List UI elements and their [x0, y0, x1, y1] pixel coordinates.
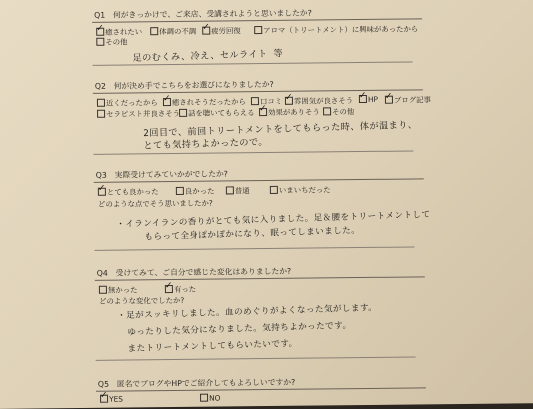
- q5-option-no-label: NO: [209, 393, 221, 403]
- q3-answer-line: [95, 246, 415, 250]
- q2-option-10-label: その他: [332, 107, 355, 117]
- q4-option-2-label: 有った: [173, 284, 197, 294]
- checkbox[interactable]: [259, 108, 267, 116]
- checkbox[interactable]: [323, 107, 331, 115]
- checkbox[interactable]: [163, 98, 171, 106]
- q2-option-9-label: 効果がありそう: [268, 107, 320, 117]
- checkbox[interactable]: [254, 26, 262, 34]
- checkbox[interactable]: [359, 95, 367, 103]
- q4-option-2[interactable]: [165, 284, 196, 295]
- q2-option-7[interactable]: [97, 108, 180, 120]
- q2-option-9[interactable]: [259, 106, 320, 118]
- q2-handwritten-line-1: 2回目で、前回トリートメントをしてもらった時、体が温まり、: [143, 119, 418, 140]
- q2-option-3-label: 口コミ: [259, 96, 283, 107]
- q5-option-yes[interactable]: [100, 395, 123, 404]
- q2-title: Q2 何が決め手でこちらをお選びになりましたか?: [94, 79, 274, 91]
- checkbox[interactable]: [285, 97, 293, 105]
- q3-followup: どのような点でそう思いましたか?: [97, 198, 213, 209]
- q2-option-6-label: ブログ記事: [393, 95, 431, 105]
- q3-option-4[interactable]: [270, 184, 331, 196]
- q3-handwritten-line-2: もらって全身ぽかぽかになり、眠ってしまいました。: [144, 225, 361, 243]
- q3-handwritten-line-1: ・イランイランの香りがとても気に入りました。足＆腰をトリートメントして: [116, 210, 431, 230]
- q3-option-3-label: 普通: [234, 186, 250, 196]
- q1-option-1-label: 癒されたい: [105, 27, 143, 37]
- checkbox[interactable]: [179, 109, 187, 117]
- q2-option-6[interactable]: [385, 94, 431, 105]
- q3-option-2[interactable]: [176, 186, 215, 197]
- q2-option-5-label: HP: [367, 94, 379, 104]
- q1-option-5[interactable]: [96, 36, 127, 47]
- q3-option-2-label: 良かった: [184, 186, 215, 196]
- q2-handwritten-line-2: とても気持ちよかったので。: [143, 136, 269, 152]
- checkbox[interactable]: [150, 27, 158, 35]
- q3-option-1-label: とても良かった: [106, 187, 159, 197]
- q1-option-2-label: 体調の不調: [159, 26, 197, 37]
- checkbox[interactable]: [270, 186, 278, 194]
- q2-option-8-label: 話を聴いてもらえる: [188, 108, 255, 118]
- q3-option-4-label: いまいちだった: [278, 185, 331, 195]
- q4-followup: どのような変化でしたか?: [98, 295, 185, 306]
- checkbox[interactable]: [97, 110, 105, 118]
- checkbox[interactable]: [96, 38, 104, 46]
- q2-option-1-label: 近くだったから: [105, 98, 158, 108]
- checkbox[interactable]: [200, 394, 208, 402]
- q5-title: Q5 匿名でブログやHPでご紹介してもよろしいですか?: [97, 377, 296, 389]
- q5-option-no[interactable]: [200, 394, 220, 403]
- q2-answer-line: [93, 150, 413, 154]
- q4-option-1-label: 無かった: [107, 285, 138, 295]
- checkbox[interactable]: [96, 28, 104, 36]
- q2-option-10[interactable]: [323, 106, 354, 117]
- q4-handwritten-line-2: ゆったりした気分になりました。気持ちよかったです。: [127, 320, 352, 338]
- q4-handwritten-line-1: ・足がスッキリしました。血のめぐりがよくなった気がします。: [117, 303, 378, 322]
- checkbox[interactable]: [202, 27, 210, 35]
- q2-option-2-label: 癒されそうだったから: [171, 97, 246, 108]
- checkbox[interactable]: [165, 285, 173, 293]
- q1-title: Q1 何がきっかけで、ご来店、受講されようと思いましたか?: [93, 8, 312, 20]
- checkbox[interactable]: [98, 188, 106, 196]
- q3-option-1[interactable]: [98, 186, 159, 198]
- checkbox[interactable]: [226, 186, 234, 194]
- q5-option-yes-label: YES: [109, 394, 124, 404]
- q3-option-3[interactable]: [226, 185, 250, 196]
- q2-option-7-label: セラピスト并良さそう: [106, 108, 181, 119]
- q4-option-1[interactable]: [99, 284, 138, 295]
- checkbox[interactable]: [176, 187, 184, 195]
- q2-option-4[interactable]: [285, 95, 353, 107]
- q2-option-8[interactable]: [179, 107, 255, 119]
- q2-option-4-label: 雰囲気が良さそう: [293, 96, 354, 106]
- q4-handwritten-line-3: またトリートメントしてもらいたいです。: [127, 338, 298, 355]
- q2-option-5[interactable]: [359, 95, 378, 104]
- q1-option-2[interactable]: [150, 26, 196, 37]
- q2-option-2[interactable]: [163, 96, 246, 108]
- checkbox[interactable]: [385, 96, 393, 104]
- checkbox[interactable]: [99, 286, 107, 294]
- checkbox[interactable]: [251, 97, 259, 105]
- q1-handwritten-answer: 足のむくみ、冷え、セルライト 等: [132, 48, 284, 64]
- q3-title: Q3 実際受けてみていかがでしたか?: [95, 169, 228, 180]
- q4-answer-line: [96, 356, 416, 360]
- q4-title: Q4 受けてみて、ご自分で感じた変化はありましたか?: [96, 266, 292, 278]
- q1-option-4[interactable]: [254, 23, 418, 36]
- checkbox[interactable]: [100, 395, 108, 403]
- q1-option-5-label: その他: [105, 37, 128, 47]
- q1-option-4-label: アロマ（トリートメント）に興味があったから: [263, 24, 419, 36]
- checkbox[interactable]: [97, 99, 105, 107]
- q1-option-3-label: 疲労回復: [211, 26, 241, 36]
- q1-option-3[interactable]: [202, 25, 241, 36]
- q2-option-1[interactable]: [97, 97, 158, 109]
